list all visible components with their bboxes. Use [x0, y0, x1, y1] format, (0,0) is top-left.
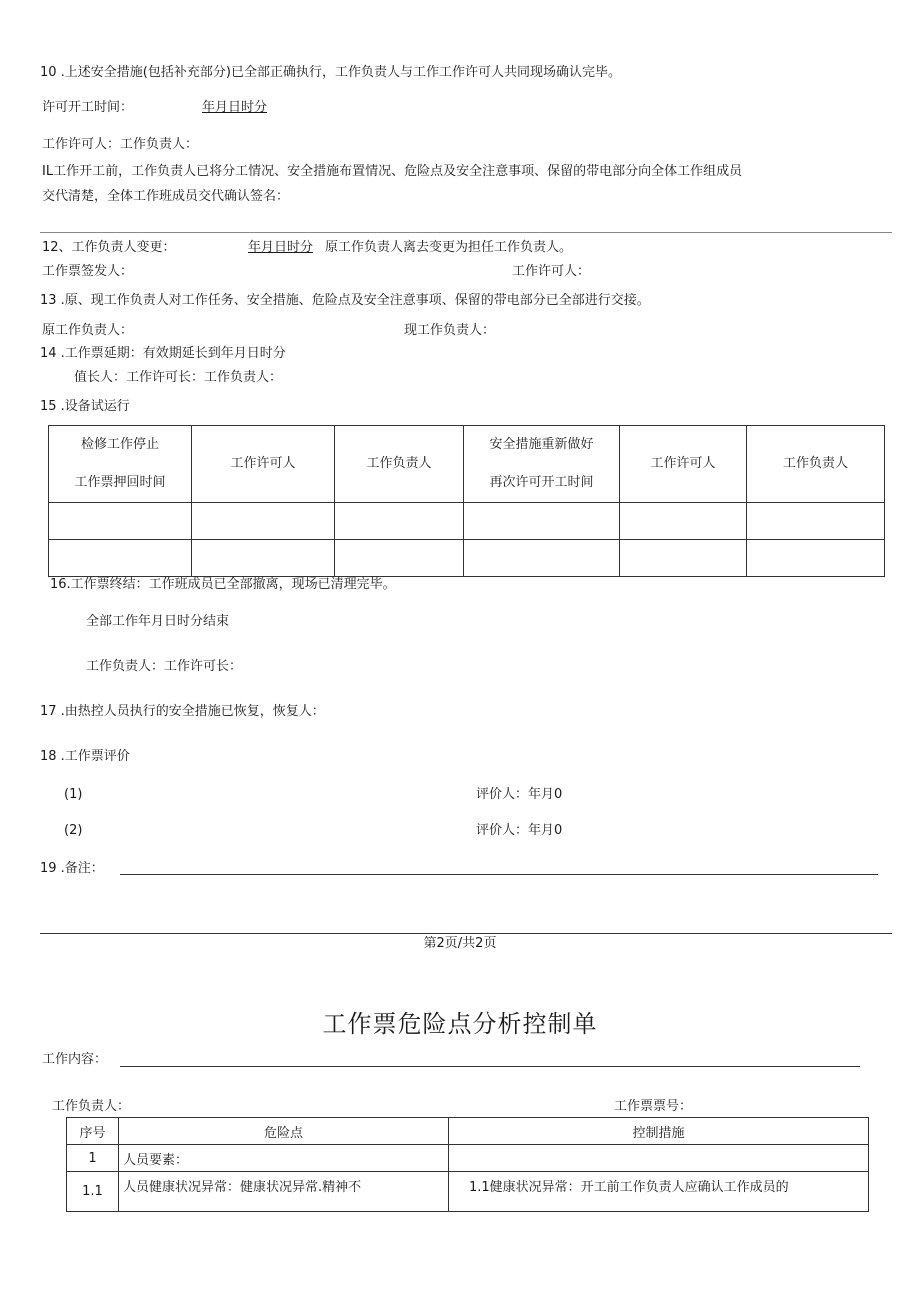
control-cell: 1.1健康状况异常：开工前工作负责人应确认工作成员的: [449, 1172, 869, 1212]
work-leader-label: 工作负责人：: [52, 1099, 131, 1114]
section-11-line2: 交代清楚，全体工作班成员交代确认签名：: [42, 189, 290, 204]
work-content-line[interactable]: [120, 1066, 860, 1067]
header-control: 控制措施: [449, 1118, 869, 1145]
work-content-label: 工作内容：: [42, 1052, 108, 1067]
section-10-text: 10 .上述安全措施(包括补充部分)已全部正确执行，工作负责人与工作工作许可人共同现场确认完毕。: [40, 65, 621, 80]
evaluation-item-number: (2): [64, 823, 83, 838]
table-header-row: [49, 426, 885, 503]
header-risk: 危险点: [119, 1118, 449, 1145]
permitter-label: 工作许可人：: [512, 264, 591, 279]
section-10-signers: 工作许可人：工作负责人：: [42, 137, 199, 152]
section-18-title: 18 .工作票评价: [40, 749, 130, 764]
section-13-text: 13 .原、现工作负责人对工作任务、安全措施、危险点及安全注意事项、保留的带电部分已全部进行交接。: [40, 293, 650, 308]
evaluation-item-number: (1): [64, 787, 83, 802]
table-cell[interactable]: [192, 540, 335, 577]
page-number: 第2页/共2页: [423, 936, 497, 951]
original-leader-label: 原工作负责人：: [42, 323, 134, 338]
section-12-time: 年月日时分: [248, 240, 314, 255]
header-leader-1: 工作负责人: [335, 426, 464, 503]
table-cell[interactable]: [49, 540, 192, 577]
table-cell[interactable]: [192, 503, 335, 540]
section-11-line1: IL工作开工前，工作负责人已将分工情况、安全措施布置情况、危险点及安全注意事项、保留的带电部分向全体工作组成员: [42, 164, 743, 179]
row-number: 1: [67, 1145, 119, 1172]
remarks-label: 19 .备注：: [40, 861, 104, 876]
table-header-row: [67, 1118, 869, 1145]
section-12-label: 12、工作负责人变更：: [42, 240, 176, 255]
section-16-signers: 工作负责人：工作许可长：: [86, 659, 243, 674]
divider: [40, 232, 892, 233]
table-cell[interactable]: [747, 540, 885, 577]
table-cell[interactable]: [335, 540, 464, 577]
document-title: 工作票危险点分析控制单: [322, 1010, 598, 1038]
header-permitter-2: 工作许可人: [620, 426, 747, 503]
risk-control-table: [66, 1117, 869, 1212]
risk-cell: 人员要素：: [119, 1145, 449, 1172]
table-cell[interactable]: [464, 503, 620, 540]
header-permitter-1: 工作许可人: [192, 426, 335, 503]
header-restart-time: 安全措施重新做好 再次许可开工时间: [464, 426, 620, 503]
evaluation-item-evaluator: 评价人：年月0: [476, 787, 563, 802]
permit-time-label: 许可开工时间：: [42, 100, 134, 115]
table-cell[interactable]: [464, 540, 620, 577]
table-row: [67, 1172, 869, 1212]
row-number: 1.1: [67, 1172, 119, 1212]
section-16-text: 16.工作票终结：工作班成员已全部撤离，现场已清理完毕。: [50, 577, 396, 592]
permit-time-value: 年月日时分: [202, 100, 268, 115]
ticket-issuer-label: 工作票签发人：: [42, 264, 134, 279]
table-row: [67, 1145, 869, 1172]
table-row: [49, 540, 885, 577]
header-seq: 序号: [67, 1118, 119, 1145]
section-15-title: 15 .设备试运行: [40, 399, 130, 414]
table-cell[interactable]: [49, 503, 192, 540]
section-14-text: 14 .工作票延期：有效期延长到年月日时分: [40, 346, 286, 361]
section-14-signers: 值长人：工作许可长：工作负责人：: [74, 370, 283, 385]
page-divider: [40, 933, 892, 934]
section-12-rest: 原工作负责人离去变更为担任工作负责人。: [325, 240, 573, 255]
section-17-text: 17 .由热控人员执行的安全措施已恢复，恢复人：: [40, 704, 325, 719]
table-cell[interactable]: [335, 503, 464, 540]
section-16-end: 全部工作年月日时分结束: [86, 614, 230, 629]
current-leader-label: 现工作负责人：: [404, 323, 496, 338]
risk-cell: 人员健康状况异常：健康状况异常.精神不: [119, 1172, 449, 1212]
header-leader-2: 工作负责人: [747, 426, 885, 503]
table-cell[interactable]: [620, 503, 747, 540]
table-cell[interactable]: [620, 540, 747, 577]
table-cell[interactable]: [747, 503, 885, 540]
header-stop-time: 检修工作停止 工作票押回时间: [49, 426, 192, 503]
trial-run-table: [48, 425, 885, 577]
evaluation-item-evaluator: 评价人：年月0: [476, 823, 563, 838]
ticket-number-label: 工作票票号：: [614, 1099, 693, 1114]
remarks-line[interactable]: [120, 874, 878, 875]
table-row: [49, 503, 885, 540]
control-cell: [449, 1145, 869, 1172]
